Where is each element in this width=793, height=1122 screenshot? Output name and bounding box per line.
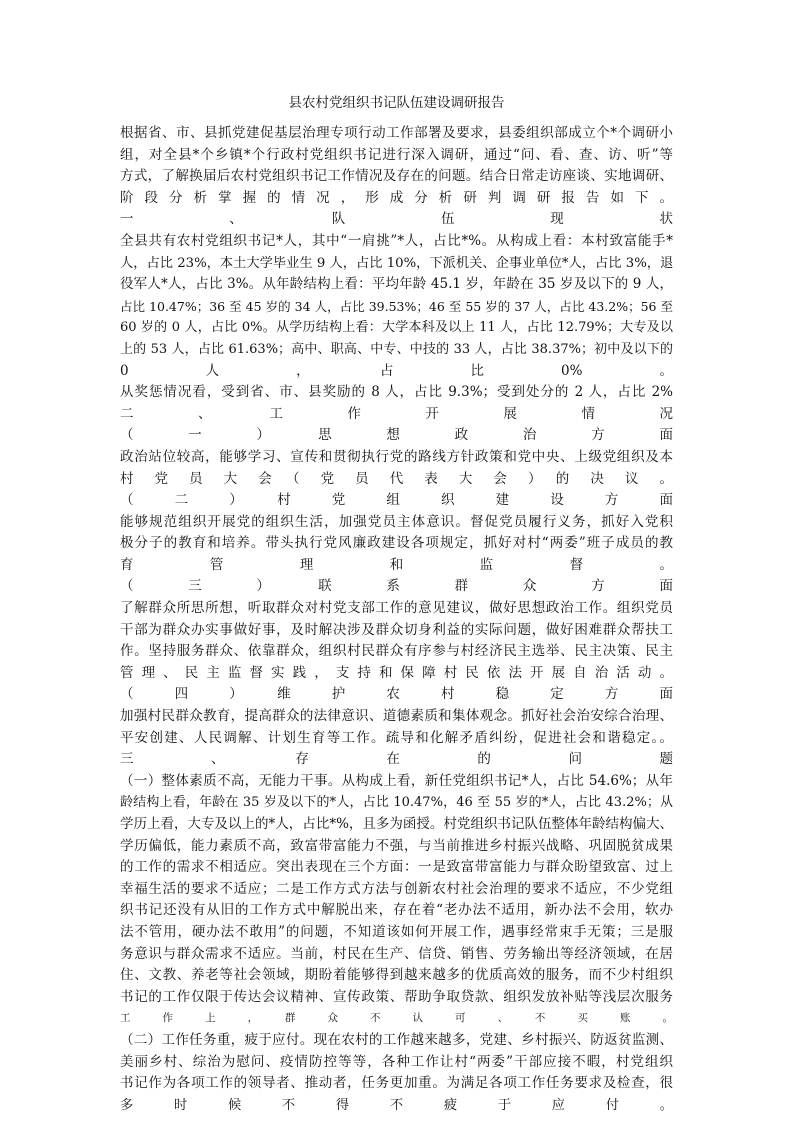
text-line: （ 一 ） 思 想 政 治 方 面 <box>120 427 673 444</box>
text-line: 幸福生活的要求不适应；二是工作方式方法与创新农村社会治理的要求不适应，不少党组 <box>120 880 673 897</box>
text-line: 作。坚持服务群众、依靠群众，组织村民群众有序参与村经济民主选举、民主决策、民主 <box>120 643 673 660</box>
text-line: 三 、 存 在 的 问 题 <box>120 751 673 768</box>
text-line: 书记的工作仅限于传达会议精神、宣传政策、帮助争取贷款、组织发放补贴等浅层次服务 <box>120 988 673 1005</box>
text-line: 的工作的需求不相适应。突出表现在三个方面：一是致富带富能力与群众盼望致富、过上 <box>120 859 673 876</box>
text-line: 极分子的教育和培养。带头执行党风廉政建设各项规定，抓好对村“两委”班子成员的教 <box>120 535 673 552</box>
text-line: 平安创建、人民调解、计划生育等工作。疏导和化解矛盾纠纷，促进社会和谐稳定。。 <box>120 729 673 746</box>
text-line: 组，对全县*个乡镇*个行政村党组织书记进行深入调研，通过“问、看、查、访、听”等 <box>120 146 673 163</box>
text-line: 占比 10.47%；36 至 45 岁的 34 人，占比 39.53%；46 至 55 岁的 37 人，占比 43.2%；56 至 <box>120 298 673 314</box>
text-line: （ 三 ） 联 系 群 众 方 面 <box>120 578 673 595</box>
text-line: 全县共有农村党组织书记*人，其中“一肩挑”*人，占比*%。从构成上看：本村致富能手* <box>120 232 673 249</box>
text-line: 管理、民主监督实践，支持和保障村民依法开展自治活动。 <box>120 664 673 681</box>
text-line: 住、文教、养老等社会领域，期盼着能够得到越来越多的优质高效的服务，而不少村组织 <box>120 967 673 984</box>
text-line: 书记作为各项工作的领导者、推动者，任务更加重。为满足各项工作任务要求及检查，很 <box>120 1075 673 1092</box>
text-line: （二）工作任务重，疲于应付。现在农村的工作越来越多，党建、乡村振兴、防返贫监测、 <box>120 1031 673 1048</box>
text-line: 学历上看，大专及以上的*人，占比*%，且多为函授。村党组织书记队伍整体年龄结构偏大、 <box>120 816 673 832</box>
text-line: 上的 53 人，占比 61.63%；高中、职高、中专、中技的 33 人，占比 38.37%；初中及以下的 <box>120 341 673 357</box>
text-line: （ 二 ） 村 党 组 织 建 设 方 面 <box>120 492 673 509</box>
text-line: 多 时 候 不 得 不 疲 于 应 付 。 <box>120 1097 673 1113</box>
text-line: 0 人 ， 占 比 0% 。 <box>120 362 673 379</box>
text-line: 学历偏低，能力素质不高，致富带富能力不强，与当前推进乡村振兴战略、巩固脱贫成果 <box>120 837 673 854</box>
text-line: 二 、 工 作 开 展 情 况 <box>120 405 673 422</box>
text-line: 人，占比 23%，本土大学毕业生 9 人，占比 10%，下派机关、企事业单位*人，占比 3%，退 <box>120 255 673 271</box>
text-line: （ 四 ） 维 护 农 村 稳 定 方 面 <box>120 686 673 703</box>
text-line: 60 岁的 0 人，占比 0%。从学历结构上看：大学本科及以上 11 人，占比 12.79%；大专及以 <box>120 320 673 336</box>
document-body <box>120 123 673 1116</box>
text-line: 织书记还没有从旧的工作方式中解脱出来，存在着“老办法不适用，新办法不会用，软办 <box>120 902 673 919</box>
text-line: 加强村民群众教育，提高群众的法律意识、道德素质和集体观念。抓好社会治安综合治理、 <box>120 708 673 725</box>
text-line: 从奖惩情况看，受到省、市、县奖励的 8 人，占比 9.3%；受到处分的 2 人，占比 2% <box>120 384 673 401</box>
text-line: 龄结构上看，年龄在 35 岁及以下的*人，占比 10.47%，46 至 55 岁的*人，占比 43.2%；从 <box>120 795 673 811</box>
text-line: 阶段分析掌握的情况，形成分析研判调研报告如下。 <box>120 189 673 206</box>
text-line: 干部为群众办实事做好事，及时解决涉及群众切身利益的实际问题，做好困难群众帮扶工 <box>120 621 673 638</box>
text-line: 方式，了解换届后农村党组织书记工作情况及存在的问题。结合日常走访座谈、实地调研、 <box>120 168 673 185</box>
text-line: 村 党 员 大 会 （ 党 员 代 表 大 会 ） 的 决 议 。 <box>120 470 673 487</box>
text-line: 了解群众所思所想，听取群众对村党支部工作的意见建议，做好思想政治工作。组织党员 <box>120 600 673 617</box>
text-line: 政治站位较高，能够学习、宣传和贯彻执行党的路线方针政策和党中央、上级党组织及本 <box>120 448 673 465</box>
text-line: 役军人*人，占比 3%。从年龄结构上看：平均年龄 45.1 岁，年龄在 35 岁及以下的 9 人， <box>120 276 673 293</box>
text-line: 一 、 队 伍 现 状 <box>120 211 673 228</box>
text-line: （一）整体素质不高，无能力干事。从构成上看，新任党组织书记*人，占比 54.6%；从年 <box>120 772 673 789</box>
text-line: 务意识与群众需求不适应。当前，村民在生产、信贷、销售、劳务输出等经济领域，在居 <box>120 945 673 962</box>
text-line: 育 管 理 和 监 督 。 <box>120 556 673 573</box>
text-line: 法不管用，硬办法不敢用”的问题，不知道该如何开展工作，遇事经常束手无策；三是服 <box>120 923 673 940</box>
text-line: 能够规范组织开展党的组织生活，加强党员主体意识。督促党员履行义务，抓好入党积 <box>120 513 673 530</box>
text-line: 美丽乡村、综治为慰问、疫情防控等等，各种工作让村“两委”干部应接不暇，村党组织 <box>120 1053 673 1070</box>
text-line: 根据省、市、县抓党建促基层治理专项行动工作部署及要求，县委组织部成立个*个调研小 <box>120 125 673 141</box>
page-title: 县农村党组织书记队伍建设调研报告 <box>288 95 505 111</box>
text-line: 工 作 上 ， 群 众 不 认 可 、 不 买 账 。 <box>120 1012 673 1025</box>
